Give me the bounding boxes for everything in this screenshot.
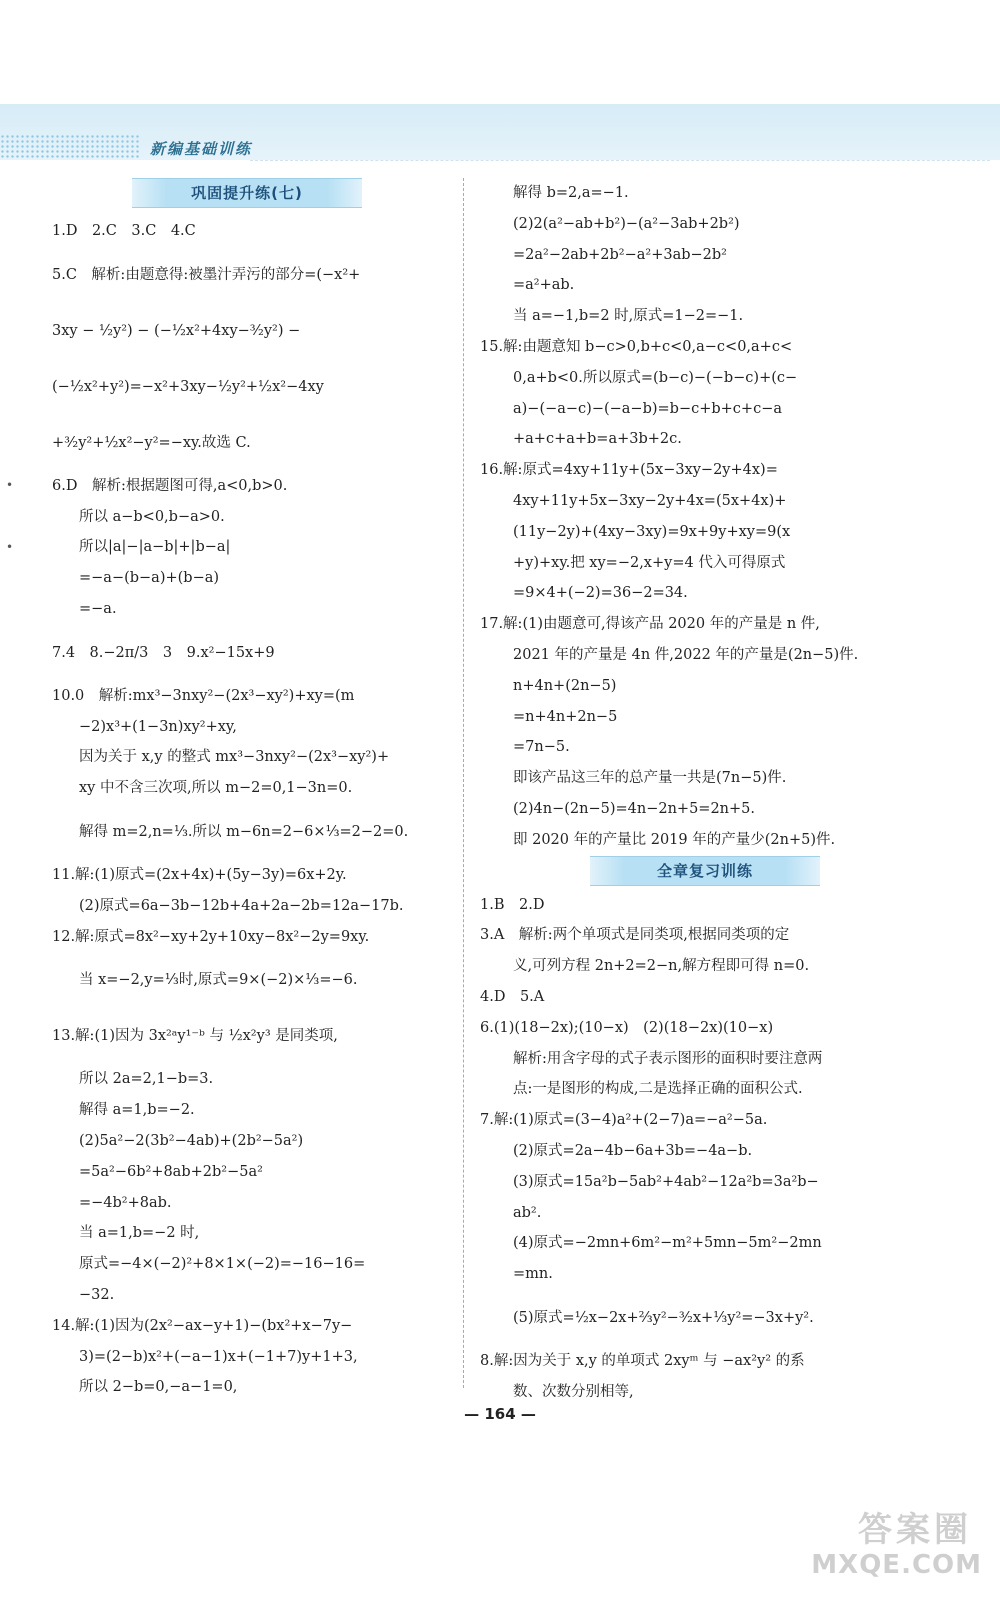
answer-line: −2)x³+(1−3n)xy²+xy, <box>79 718 237 735</box>
header-divider <box>250 160 990 161</box>
answer-line: 3)=(2−b)x²+(−a−1)x+(−1+7)y+1+3, <box>79 1348 358 1365</box>
answer-line: n+4n+(2n−5) <box>513 677 617 694</box>
answer-line: (2)4n−(2n−5)=4n−2n+5=2n+5. <box>513 800 756 817</box>
answer-line: (3)原式=15a²b−5ab²+4ab²−12a²b=3a²b− <box>513 1173 819 1190</box>
answer-line: 解得 b=2,a=−1. <box>513 185 629 201</box>
left-column <box>52 178 462 1403</box>
answer-line: 1.D 2.C 3.C 4.C <box>52 223 196 239</box>
answer-line: +³⁄₂y²+½x²−y²=−xy.故选 C. <box>52 434 251 451</box>
answer-line: 2021 年的产量是 4n 件,2022 年的产量是(2n−5)件. <box>513 646 859 663</box>
answer-line: =a²+ab. <box>513 277 575 294</box>
answer-line: (4)原式=−2mn+6m²−m²+5mn−5m²−2mn <box>513 1235 822 1252</box>
answer-line: 当 x=−2,y=⅓时,原式=9×(−2)×⅓=−6. <box>79 972 358 989</box>
answer-line: 8.解:因为关于 x,y 的单项式 2xyᵐ 与 −ax²y² 的系 <box>480 1352 805 1369</box>
answer-line: =−a. <box>79 600 117 617</box>
answer-line: 当 a=1,b=−2 时, <box>79 1225 200 1242</box>
answer-line: +y)+xy.把 xy=−2,x+y=4 代入可得原式 <box>513 554 786 571</box>
section-banner-consolidation: 巩固提升练(七) <box>132 178 362 208</box>
answer-line: 所以 2−b=0,−a−1=0, <box>79 1379 238 1396</box>
answer-line: 6.(1)(18−2x);(10−x) (2)(18−2x)(10−x) <box>480 1019 774 1036</box>
answer-line: −32. <box>79 1286 115 1303</box>
answer-line: 17.解:(1)由题意可,得该产品 2020 年的产量是 n 件, <box>480 616 820 633</box>
watermark-url: MXQE.COM <box>811 1550 982 1580</box>
answer-line: (5)原式=½x−2x+⅔y²−³⁄₂x+⅓y²=−3x+y². <box>513 1309 814 1326</box>
watermark-logo-text: 答案圈 <box>858 1510 972 1550</box>
answer-line: 13.解:(1)因为 3x²ᵃy¹⁻ᵇ 与 ½x²y³ 是同类项, <box>52 1028 338 1045</box>
spacer <box>52 208 462 216</box>
answer-line: ab². <box>513 1204 542 1221</box>
answer-line: =mn. <box>513 1266 553 1283</box>
margin-mark: • <box>6 540 14 554</box>
answer-line: a)−(−a−c)−(−a−b)=b−c+b+c+c−a <box>513 400 782 417</box>
answer-line: =−a−(b−a)+(b−a) <box>79 570 220 587</box>
answer-line: 7.4 8.−2π/3 3 9.x²−15x+9 <box>52 644 275 661</box>
answer-line: 10.0 解析:mx³−3nxy²−(2x³−xy²)+xy=(m <box>52 687 355 704</box>
series-title: 新编基础训练 <box>150 140 253 158</box>
right-column <box>480 178 890 1407</box>
answer-line: 11.解:(1)原式=(2x+4x)+(5y−3y)=6x+2y. <box>52 866 347 883</box>
answer-line: (11y−2y)+(4xy−3xy)=9x+9y+xy=9(x <box>513 523 791 540</box>
answer-line: 因为关于 x,y 的整式 mx³−3nxy²−(2x³−xy²)+ <box>79 749 390 766</box>
answer-line: =5a²−6b²+8ab+2b²−5a² <box>79 1163 263 1180</box>
answer-line: 所以 a−b<0,b−a>0. <box>79 508 225 525</box>
answer-line: =7n−5. <box>513 739 570 756</box>
answer-line: 14.解:(1)因为(2x²−ax−y+1)−(bx²+x−7y− <box>52 1317 353 1334</box>
answer-line: 4xy+11y+5x−3xy−2y+4x=(5x+4x)+ <box>513 492 787 509</box>
answer-line: 当 a=−1,b=2 时,原式=1−2=−1. <box>513 308 744 325</box>
answer-line: 3.A 解析:两个单项式是同类项,根据同类项的定 <box>480 927 790 944</box>
answer-line: 点:一是图形的构成,二是选择正确的面积公式. <box>513 1081 803 1098</box>
answer-line: (2)2(a²−ab+b²)−(a²−3ab+2b²) <box>513 215 740 232</box>
answer-line: 解析:用含字母的式子表示图形的面积时要注意两 <box>513 1050 823 1067</box>
answer-line: xy 中不含三次项,所以 m−2=0,1−3n=0. <box>79 780 353 797</box>
margin-mark: • <box>6 478 14 492</box>
answer-line: 数、次数分别相等, <box>513 1383 634 1400</box>
answer-line: (−½x²+y²)=−x²+3xy−½y²+½x²−4xy <box>52 378 324 395</box>
page-number: — 164 — <box>464 1405 536 1423</box>
answer-line: 即该产品这三年的总产量一共是(7n−5)件. <box>513 770 787 787</box>
answer-line: +a+c+a+b=a+3b+2c. <box>513 431 682 448</box>
answer-line: 原式=−4×(−2)²+8×1×(−2)=−16−16= <box>79 1256 366 1273</box>
section-banner-chapter-review: 全章复习训练 <box>590 856 820 886</box>
header-dot-pattern <box>0 134 140 160</box>
answer-line: 12.解:原式=8x²−xy+2y+10xy−8x²−2y=9xy. <box>52 928 370 945</box>
answer-line: (2)原式=2a−4b−6a+3b=−4a−b. <box>513 1142 753 1159</box>
answer-line: =2a²−2ab+2b²−a²+3ab−2b² <box>513 246 727 263</box>
answer-line: (2)原式=6a−3b−12b+4a+2a−2b=12a−17b. <box>79 897 404 914</box>
answer-line: 16.解:原式=4xy+11y+(5x−3xy−2y+4x)= <box>480 462 778 479</box>
answer-line: =9×4+(−2)=36−2=34. <box>513 585 688 602</box>
answer-line: 解得 m=2,n=⅓.所以 m−6n=2−6×⅓=2−2=0. <box>79 823 409 840</box>
answer-line: 4.D 5.A <box>480 988 545 1005</box>
site-watermark <box>812 1502 982 1582</box>
answer-line: =−4b²+8ab. <box>79 1194 172 1211</box>
answer-line: (2)5a²−2(3b²−4ab)+(2b²−5a²) <box>79 1132 304 1149</box>
answer-line: 0,a+b<0.所以原式=(b−c)−(−b−c)+(c− <box>513 369 798 386</box>
column-divider <box>463 178 464 1388</box>
answer-line: 即 2020 年的产量比 2019 年的产量少(2n+5)件. <box>513 831 836 848</box>
answer-line: =n+4n+2n−5 <box>513 708 618 725</box>
answer-line: 1.B 2.D <box>480 896 545 913</box>
answer-line: 所以|a|−|a−b|+|b−a| <box>79 539 231 556</box>
answer-line: 7.解:(1)原式=(3−4)a²+(2−7)a=−a²−5a. <box>480 1112 768 1129</box>
answer-line: 义,可列方程 2n+2=2−n,解方程即可得 n=0. <box>513 958 810 975</box>
answer-line: 所以 2a=2,1−b=3. <box>79 1071 214 1088</box>
answer-line: 3xy − ½y²) − (−½x²+4xy−³⁄₂y²) − <box>52 322 301 339</box>
answer-line: 6.D 解析:根据题图可得,a<0,b>0. <box>52 477 288 494</box>
answer-line: 解得 a=1,b=−2. <box>79 1102 195 1119</box>
answer-line: 5.C 解析:由题意得:被墨汁弄污的部分=(−x²+ <box>52 266 361 283</box>
answer-line: 15.解:由题意知 b−c>0,b+c<0,a−c<0,a+c< <box>480 338 793 355</box>
